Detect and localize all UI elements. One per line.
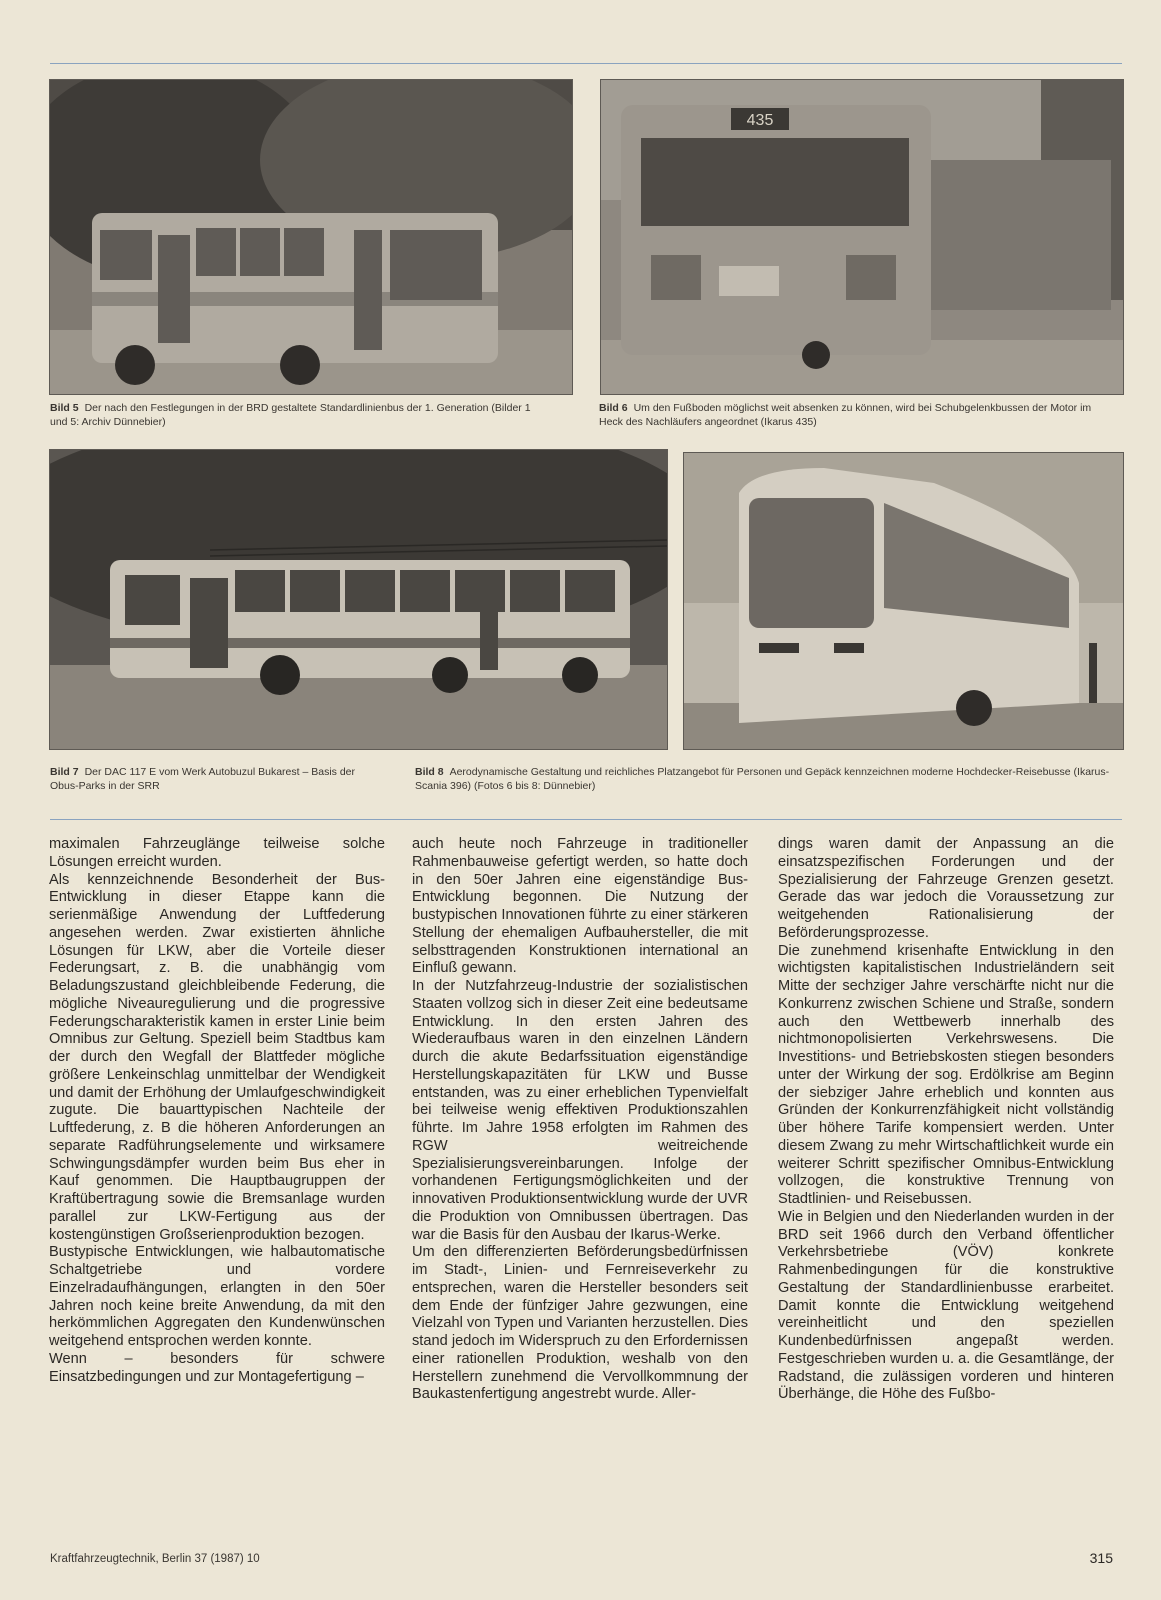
text-column-3 bbox=[778, 836, 1114, 1404]
paragraph: Wie in Belgien und den Niederlanden wurden in der BRD seit 1966 durch den Verband öffentlicher Verkehrsbetriebe (VÖV) konkrete Rahmenbedingungen für die konstruktive Gestaltung der Standardlinienbusse erarbeitet. Damit konnte die Entwicklung weitgehend vereinheitlicht und den speziellen Kundenbedürfnissen angepaßt werden. Festgeschrieben wurden u. a. die Gesamtlänge, der Radstand, die zulässigen vorderen und hinteren Überhänge, die Höhe des Fußbo- bbox=[778, 1208, 1114, 1403]
caption-label: Bild 8 bbox=[415, 766, 444, 778]
caption-text: Der DAC 117 E vom Werk Autobuzul Bukarest – Basis der Obus-Parks in der SRR bbox=[50, 766, 355, 792]
photo-bild-7 bbox=[49, 449, 668, 750]
page-number: 315 bbox=[1089, 1550, 1113, 1566]
caption-text: Der nach den Festlegungen in der BRD gestaltete Standardlinienbus der 1. Generation (Bilder 1 und 5: Archiv Dünnebier) bbox=[50, 402, 531, 428]
paragraph: Bustypische Entwicklungen, wie halbautomatische Schaltgetriebe und vordere Einzelradaufhängungen, erlangten in den 50er Jahren noch keine breite Anwendung, da mit den herkömmlichen Aggregaten den Kundenwünschen weitgehend entsprochen werden konnte. bbox=[49, 1244, 385, 1349]
route-sign: 435 bbox=[746, 112, 774, 129]
paragraph: Wenn – besonders für schwere Einsatzbedingungen und zur Montagefertigung – bbox=[49, 1350, 385, 1385]
text-column-2 bbox=[412, 836, 748, 1404]
middle-rule bbox=[50, 819, 1122, 820]
photo-bild-5 bbox=[49, 79, 573, 395]
caption-text: Aerodynamische Gestaltung und reichliches Platzangebot für Personen und Gepäck kennzeichnen moderne Hochdecker-Reisebusse (Ikarus-Scania 396) (Fotos 6 bis 8: Dünnebier) bbox=[415, 766, 1110, 792]
top-rule bbox=[50, 63, 1122, 64]
paragraph: Die zunehmend krisenhafte Entwicklung in den wichtigsten kapitalistischen Industrieländern seit Mitte der sechziger Jahre verschärfte nicht nur die Konkurrenz zwischen Schiene und Straße, sondern auch den Wettbewerb innerhalb des nichtmonopolisierten Verkehrswesens. Die Investitions- und Betriebskosten stiegen besonders unter der Wirkung der sog. Erdölkrise am Beginn der siebziger Jahre erheblich und konnten aus Gründen der Konkurrenzfähigkeit nicht vollständig über höhere Tarife kompensiert werden. Unter diesem Zwang zu mehr Wirtschaftlichkeit wurde ein weiterer Schritt spezifischer Omnibus-Entwicklung vollzogen, die konstruktive Trennung von Stadtlinien- und Reisebussen. bbox=[778, 942, 1114, 1207]
paragraph: dings waren damit der Anpassung an die einsatzspezifischen Forderungen und der Spezialisierung der Fahrzeuge Grenzen gesetzt. Gerade das war jedoch die Voraussetzung zur weitgehenden Rationalisierung der Beförderungsprozesse. bbox=[778, 836, 1114, 941]
photo-bild-8 bbox=[683, 452, 1124, 750]
caption-bild-7 bbox=[50, 765, 385, 793]
paragraph: maximalen Fahrzeuglänge teilweise solche Lösungen erreicht wurden. bbox=[49, 836, 385, 870]
paragraph: In der Nutzfahrzeug-Industrie der sozialistischen Staaten vollzog sich in dieser Zeit eine bedeutsame Entwicklung. In den ersten Jahren des Wiederaufbaus waren in den einzelnen Ländern durch die akute Bedarfssituation eigenständige Herstellungskapazitäten für LKW und Busse entstanden, was zu einer erheblichen Typenvielfalt bei teilweise wenig effektiven Produktionszahlen führte. Im Jahre 1958 erfolgten im Rahmen des RGW weitreichende Spezialisierungsvereinbarungen. Infolge der vorhandenen Fertigungsmöglichkeiten und der innovativen Produktionsentwicklung wurde der UVR die Produktion von Omnibussen übertragen. Das war die Basis für den Ausbau der Ikarus-Werke. bbox=[412, 978, 748, 1243]
caption-bild-6 bbox=[599, 401, 1099, 429]
caption-label: Bild 7 bbox=[50, 766, 79, 778]
paragraph: Um den differenzierten Beförderungsbedürfnissen im Stadt-, Linien- und Fernreiseverkehr zu entsprechen, waren die Hersteller besonders seit dem Ende der fünfziger Jahre gezwungen, eine Vielzahl von Typen und Varianten herzustellen. Dies stand jedoch im Widerspruch zu den Erfordernissen einer rationellen Produktion, weshalb von den Herstellern zunehmend die Vervollkommnung der Baukastenfertigung angestrebt wurde. Aller- bbox=[412, 1244, 748, 1403]
caption-label: Bild 5 bbox=[50, 402, 79, 414]
caption-label: Bild 6 bbox=[599, 402, 628, 414]
caption-text: Um den Fußboden möglichst weit absenken zu können, wird bei Schubgelenkbussen der Motor im Heck des Nachläufers angeordnet (Ikarus 435) bbox=[599, 402, 1092, 428]
footer-journal: Kraftfahrzeugtechnik, Berlin 37 (1987) 10 bbox=[50, 1553, 260, 1565]
text-column-1 bbox=[49, 836, 385, 1386]
paragraph: Als kennzeichnende Besonderheit der Bus-Entwicklung in dieser Etappe kann die serienmäßige Anwendung der Luftfederung angesehen werden. Zwar existierten ähnliche Lösungen für LKW, aber die Vorteile dieser Federungsart, z. B. die unabhängig vom Beladungszustand gleichbleibende Federung, die mögliche Niveauregulierung und die progressive Federungscharakteristik kamen in erster Linie beim Omnibus zur Geltung. Speziell beim Stadtbus kam der durch den Wegfall der Blattfeder mögliche größere Lenkeinschlag unmittelbar der Wendigkeit und damit der Erhöhung der Umlaufgeschwindigkeit zugute. Die bauarttypischen Nachteile der Luftfederung, z. B die höheren Anforderungen an separate Radführungselemente und wirksamere Schwingungsdämpfer wurden beim Bus eher in Kauf genommen. Die Hauptbaugruppen der Kraftübertragung sowie die Bremsanlage wurden parallel zur LKW-Fertigung aus der kostengünstigen Großserienproduktion bezogen. bbox=[49, 871, 385, 1243]
paragraph: auch heute noch Fahrzeuge in traditioneller Rahmenbauweise gefertigt werden, so hatte doch in den 50er Jahren eine eigenständige Bus-Entwicklung begonnen. Die Nutzung der bustypischen Innovationen führte zu einer stärkeren Stellung der ehemaligen Aufbauhersteller, die mit selbsttragenden Konstruktionen international an Einfluß gewann. bbox=[412, 836, 748, 977]
caption-bild-8 bbox=[415, 765, 1115, 793]
photo-bild-6 bbox=[600, 79, 1124, 395]
caption-bild-5 bbox=[50, 401, 540, 429]
